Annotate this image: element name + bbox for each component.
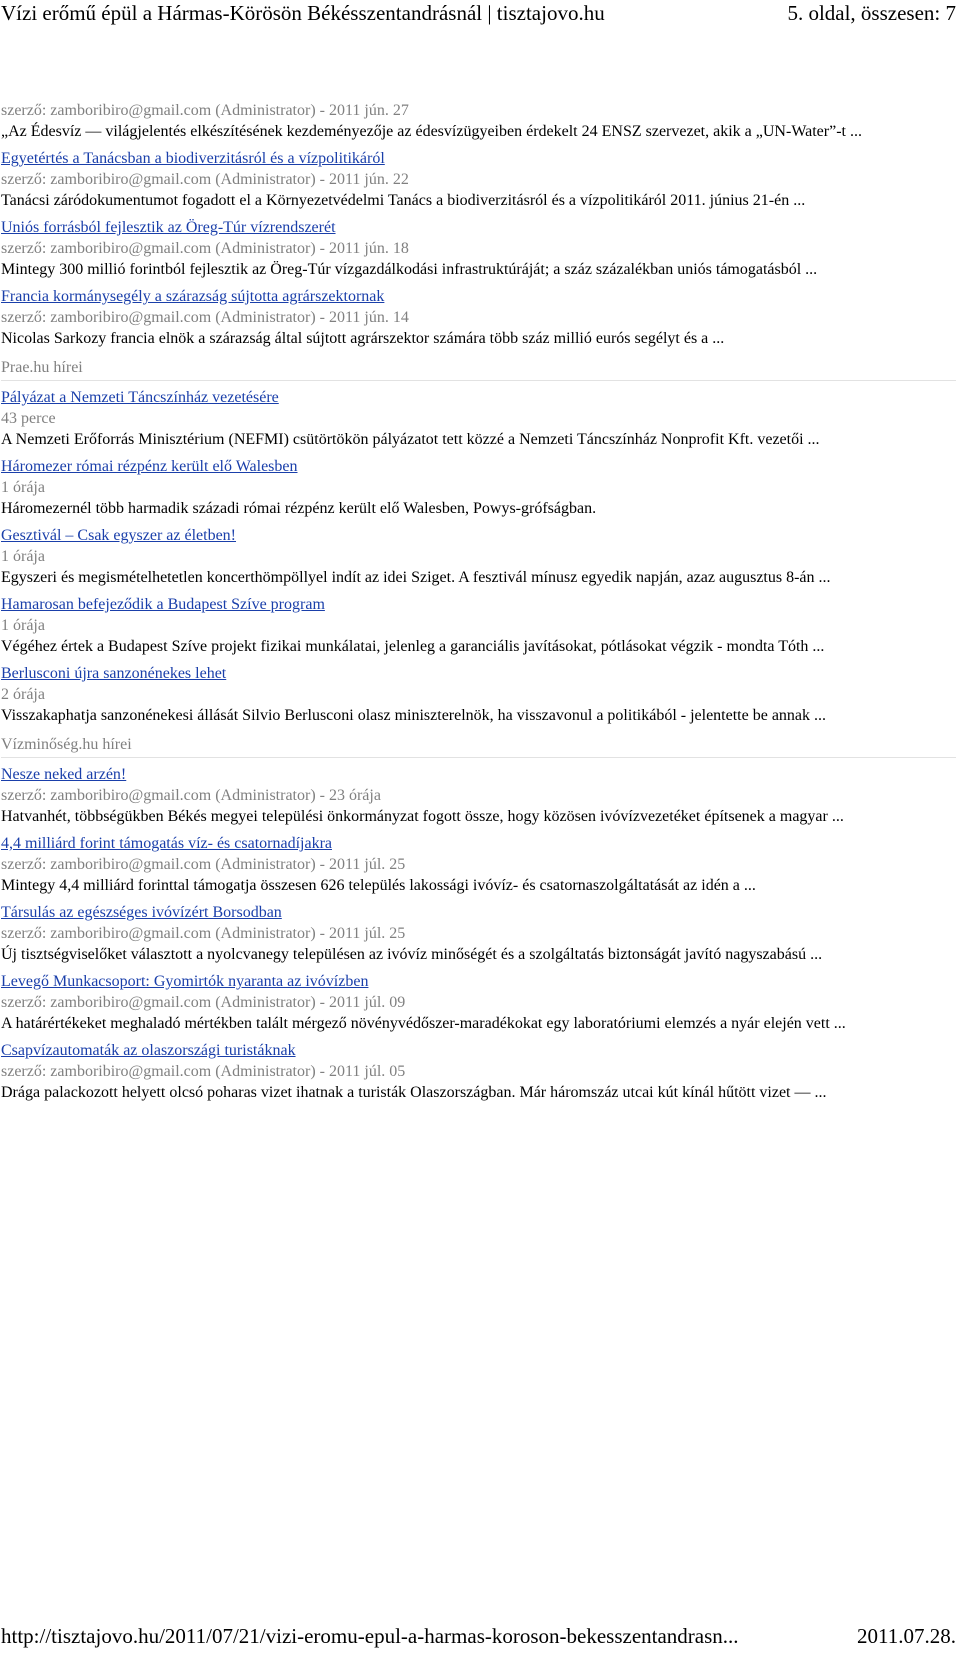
item-excerpt: Hatvanhét, többségükben Békés megyei települési önkormányzat fogott össze, hogy közösen ivóvízvezetéket építsenek a magyar ... <box>1 808 844 825</box>
item-excerpt: Mintegy 4,4 milliárd forinttal támogatja összesen 626 település lakossági ivóvíz- és csatornaszolgáltatását az idén a ... <box>1 877 756 894</box>
item-excerpt: A határértékeket meghaladó mértékben talált mérgező növényvédőszer-maradékokat egy laboratóriumi elemzés a nyár elején vett ... <box>1 1015 846 1032</box>
page-footer <box>0 1619 960 1653</box>
item-excerpt: A Nemzeti Erőforrás Minisztérium (NEFMI) csütörtökön pályázatot tett közzé a Nemzeti Táncszínház Nonprofit Kft. vezetői ... <box>1 431 820 448</box>
item-meta: 1 órája <box>1 548 45 565</box>
item-excerpt: „Az Édesvíz — világjelentés elkészítésének kezdeményezője az édesvízügyeiben érdekelt 24 ENSZ szervezet, akik a „UN-Water”-t ... <box>1 123 862 140</box>
article-link[interactable]: Hamarosan befejeződik a Budapest Szíve program <box>1 596 325 613</box>
article-link[interactable]: Levegő Munkacsoport: Gyomirtók nyaranta az ivóvízben <box>1 973 369 990</box>
article-link[interactable]: Francia kormánysegély a szárazság sújtotta agrárszektornak <box>1 288 385 305</box>
list-item <box>1 381 956 450</box>
item-excerpt: Mintegy 300 millió forintból fejlesztik az Öreg-Túr vízgazdálkodási infrastruktúráját; a száz százalékban uniós támogatásból ... <box>1 261 818 278</box>
item-meta: szerző: zamboribiro@gmail.com (Administrator) - 23 órája <box>1 787 381 804</box>
item-excerpt: Nicolas Sarkozy francia elnök a szárazság által sújtott agrárszektor számára több száz millió eurós segélyt és a ... <box>1 330 725 347</box>
list-item <box>1 100 956 142</box>
article-link[interactable]: Társulás az egészséges ivóvízért Borsodban <box>1 904 282 921</box>
page-number: 5. oldal, összesen: 7 <box>787 1 956 25</box>
item-meta: 1 órája <box>1 479 45 496</box>
list-item <box>1 896 956 965</box>
item-meta: szerző: zamboribiro@gmail.com (Administrator) - 2011 jún. 27 <box>1 102 409 119</box>
page-title: Vízi erőmű épül a Hármas-Körösön Békésszentandrásnál | tisztajovo.hu <box>1 1 605 25</box>
article-link[interactable]: Pályázat a Nemzeti Táncszínház vezetésére <box>1 389 279 406</box>
item-meta: szerző: zamboribiro@gmail.com (Administrator) - 2011 júl. 05 <box>1 1063 406 1080</box>
section-heading-vizminoseg: Vízminőség.hu hírei <box>1 734 956 758</box>
list-item <box>1 657 956 726</box>
footer-date: 2011.07.28. <box>857 1624 956 1648</box>
article-link[interactable]: Gesztivál – Csak egyszer az életben! <box>1 527 237 544</box>
item-meta: szerző: zamboribiro@gmail.com (Administrator) - 2011 jún. 14 <box>1 309 409 326</box>
list-item <box>1 758 956 827</box>
item-excerpt: Visszakaphatja sanzonénekesi állását Silvio Berlusconi olasz miniszterelnök, ha visszavonul a politikából - jelentette be annak ... <box>1 707 827 724</box>
item-excerpt: Egyszeri és megismételhetetlen koncerthömpöllyel indít az idei Sziget. A fesztivál mínusz egyedik napján, azaz augusztus 8-án ... <box>1 569 831 586</box>
item-excerpt: Végéhez értek a Budapest Szíve projekt fizikai munkálatai, jelenleg a garanciális javításokat, pótlásokat végzik - mondta Tóth ... <box>1 638 825 655</box>
article-link[interactable]: Nesze neked arzén! <box>1 766 127 783</box>
section-heading-prae: Prae.hu hírei <box>1 357 956 381</box>
list-item <box>1 1034 956 1103</box>
article-link[interactable]: Berlusconi újra sanzonénekes lehet <box>1 665 227 682</box>
list-item <box>1 280 956 349</box>
item-meta: 1 órája <box>1 617 45 634</box>
list-item <box>1 827 956 896</box>
item-meta: szerző: zamboribiro@gmail.com (Administrator) - 2011 júl. 09 <box>1 994 406 1011</box>
item-excerpt: Drága palackozott helyett olcsó poharas vizet ihatnak a turisták Olaszországban. Már háromszáz utcai kút kínál hűtött vizet — ... <box>1 1084 827 1101</box>
article-link[interactable]: 4,4 milliárd forint támogatás víz- és csatornadíjakra <box>1 835 332 852</box>
item-meta: 43 perce <box>1 410 56 427</box>
content <box>1 100 956 1103</box>
article-link[interactable]: Háromezer római rézpénz került elő Walesben <box>1 458 298 475</box>
item-excerpt: Háromezernél több harmadik századi római rézpénz került elő Walesben, Powys-grófságban. <box>1 500 597 517</box>
footer-url: http://tisztajovo.hu/2011/07/21/vizi-eromu-epul-a-harmas-koroson-bekesszentandrasn... <box>1 1624 739 1648</box>
item-meta: 2 órája <box>1 686 45 703</box>
page-header <box>0 0 960 32</box>
item-meta: szerző: zamboribiro@gmail.com (Administrator) - 2011 júl. 25 <box>1 925 406 942</box>
list-item <box>1 588 956 657</box>
item-meta: szerző: zamboribiro@gmail.com (Administrator) - 2011 jún. 22 <box>1 171 409 188</box>
article-link[interactable]: Uniós forrásból fejlesztik az Öreg-Túr vízrendszerét <box>1 219 336 236</box>
item-excerpt: Új tisztségviselőket választott a nyolcvanegy településen az ivóvíz minőségét és a szolgáltatás biztonságát javító nagyszabású ... <box>1 946 823 963</box>
list-item <box>1 519 956 588</box>
article-link[interactable]: Csapvízautomaták az olaszországi turistáknak <box>1 1042 296 1059</box>
article-link[interactable]: Egyetértés a Tanácsban a biodiverzitásról és a vízpolitikáról <box>1 150 385 167</box>
list-item <box>1 965 956 1034</box>
item-meta: szerző: zamboribiro@gmail.com (Administrator) - 2011 jún. 18 <box>1 240 409 257</box>
item-excerpt: Tanácsi záródokumentumot fogadott el a Környezetvédelmi Tanács a biodiverzitásról és a vízpolitikáról 2011. június 21-én ... <box>1 192 806 209</box>
item-meta: szerző: zamboribiro@gmail.com (Administrator) - 2011 júl. 25 <box>1 856 406 873</box>
list-item <box>1 450 956 519</box>
list-item <box>1 211 956 280</box>
list-item <box>1 142 956 211</box>
